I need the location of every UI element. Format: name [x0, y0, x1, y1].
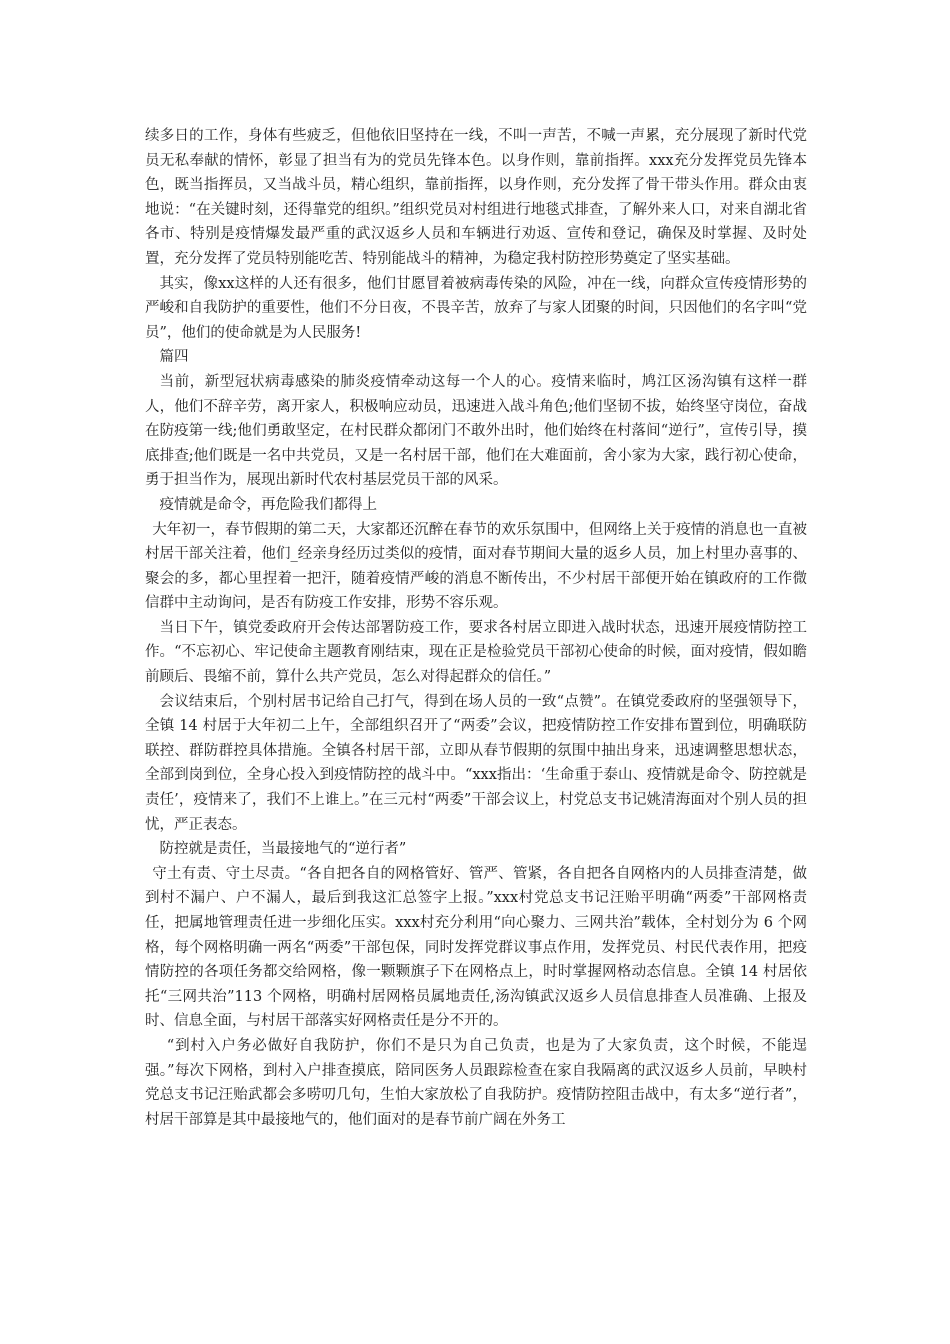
section-heading-pian-si: 篇四 — [159, 349, 189, 366]
paragraph-4: 大年初一，春节假期的第二天，大家都还沉醉在春节的欢乐氛围中，但网络上关于疫情的消息也一直被村居干部关注着，他们_经亲身经历过类似的疫情，面对春节期间大量的返乡人员，加上村里办喜事的、聚会的多，都心里捏着一把汗，随着疫情严峻的消息不断传出，不少村居干部便开始在镇政府的工作微信群中主动询问，是否有防疫工作安排，形势不容乐观。 — [145, 521, 807, 612]
paragraph-1: 续多日的工作，身体有些疲乏，但他依旧坚持在一线，不叫一声苦，不喊一声累，充分展现了新时代党员无私奉献的情怀，彰显了担当有为的党员先锋本色。以身作则，靠前指挥。xxx充分发挥党员先锋本色，既当指挥员，又当战斗员，精心组织，靠前指挥，以身作则，充分发挥了骨干带头作用。群众由衷地说：“在关键时刻，还得靠党的组织。”组织党员对村组进行地毯式排查，了解外来人口，对来自湖北省各市、特别是疫情爆发最严重的武汉返乡人员和车辆进行劝返、宣传和登记，确保及时掌握、及时处置，充分发挥了党员特别能吃苦、特别能战斗的精神，为稳定我村防控形势奠定了坚实基础。 — [145, 128, 807, 267]
paragraph-5: 当日下午，镇党委政府开会传达部署防疫工作，要求各村居立即进入战时状态，迅速开展疫情防控工作。“不忘初心、牢记使命主题教育刚结束，现在正是检验党员干部初心使命的时候，面对疫情，假如瞻前顾后、畏缩不前，算什么共产党员，怎么对得起群众的信任。” — [145, 619, 807, 686]
subheading-2: 防控就是责任，当最接地气的“逆行者” — [159, 841, 407, 858]
subheading-1: 疫情就是命令，再危险我们都得上 — [159, 496, 377, 513]
paragraph-6: 会议结束后，个别村居书记给自己打气，得到在场人员的一致“点赞”。在镇党委政府的坚强领导下，全镇 14 村居于大年初二上午，全部组织召开了“两委”会议，把疫情防控工作安排布置到位，明确联防联控、群防群控具体措施。全镇各村居干部，立即从春节假期的氛围中抽出身来，迅速调整思想状态，全部到岗到位，全身心投入到疫情防控的战斗中。“xxx指出：‘生命重于泰山、疫情就是命令、防控就是责任’，疫情来了，我们不上谁上。”在三元村“两委”干部会议上，村党总支书记姚清海面对个别人员的担忧，严正表态。 — [145, 693, 807, 833]
paragraph-8: “到村入户务必做好自我防护，你们不是只为自己负责，也是为了大家负责，这个时候，不能逞强。”每次下网格，到村入户排查摸底，陪同医务人员跟踪检查在家自我隔离的武汉返乡人员前，早映村党总支书记汪贻武都会多唠叨几句，生怕大家放松了自我防护。疫情防控阻击战中，有太多“逆行者”，村居干部算是其中最接地气的，他们面对的是春节前广阔在外务工 — [145, 1037, 807, 1128]
paragraph-3: 当前，新型冠状病毒感染的肺炎疫情牵动这每一个人的心。疫情来临时，鸠江区汤沟镇有这样一群人，他们不辞辛劳，离开家人，积极响应动员，迅速进入战斗角色;他们坚韧不拔，始终坚守岗位，奋战在防疫第一线;他们勇敢坚定，在村民群众都闭门不敢外出时，他们始终在村落间“逆行”，宣传引导，摸底排查;他们既是一名中共党员，又是一名村居干部，他们在大难面前，舍小家为大家，践行初心使命，勇于担当作为，展现出新时代农村基层党员干部的风采。 — [145, 373, 807, 489]
document-body — [145, 124, 807, 1132]
paragraph-7: 守土有责、守土尽责。“各自把各自的网格管好、管严、管紧，各自把各自网格内的人员排查清楚，做到村不漏户、户不漏人，最后到我这汇总签字上报。”xxx村党总支书记汪贻平明确“两委”干部网格责任，把属地管理责任进一步细化压实。xxx村充分利用“向心聚力、三网共治”载体，全村划分为 6 个网格，每个网格明确一两名“两委”干部包保，同时发挥党群议事点作用，发挥党员、村民代表作用，把疫情防控的各项任务都交给网格，像一颗颗旗子下在网格点上，时时掌握网格动态信息。全镇 14 村居依托“三网共治”113 个网格，明确村居网格员属地责任,汤沟镇武汉返乡人员信息排查人员准确、上报及时、信息全面，与村居干部落实好网格责任是分不开的。 — [145, 865, 807, 1030]
paragraph-2: 其实，像xx这样的人还有很多，他们甘愿冒着被病毒传染的风险，冲在一线，向群众宣传疫情形势的严峻和自我防护的重要性，他们不分日夜，不畏辛苦，放弃了与家人团聚的时间，只因他们的名字叫“党员”，他们的使命就是为人民服务! — [145, 275, 807, 341]
